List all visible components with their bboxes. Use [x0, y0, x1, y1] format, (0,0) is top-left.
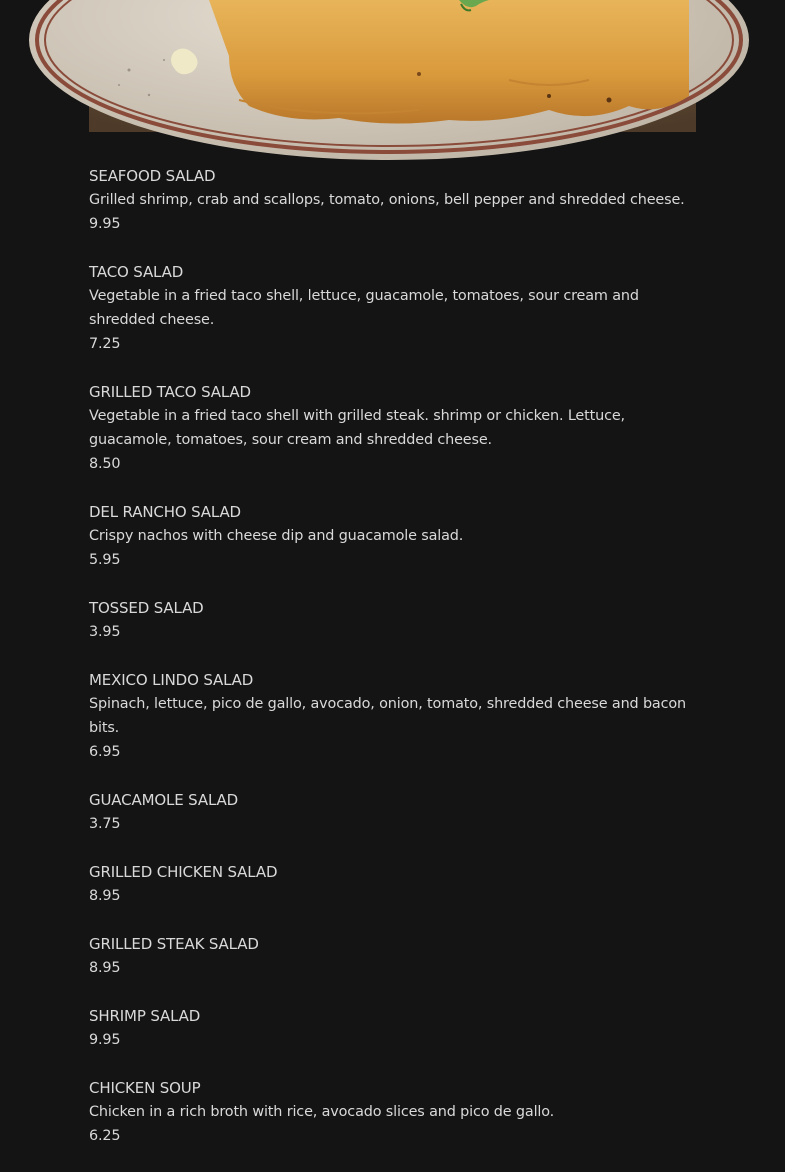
- menu-item-price: 8.50: [89, 456, 121, 472]
- menu-item: [89, 164, 696, 236]
- menu-item-price: 6.25: [89, 1128, 121, 1144]
- menu-item-name: SHRIMP SALAD: [89, 1007, 201, 1025]
- menu-item-description: Vegetable in a fried taco shell with grilled steak. shrimp or chicken. Lettuce, guacamole, tomatoes, sour cream and shredded cheese.: [89, 408, 625, 448]
- menu-item-description: Crispy nachos with cheese dip and guacamole salad.: [89, 528, 464, 544]
- menu-item-price: 7.25: [89, 336, 121, 352]
- menu-item-description: Grilled shrimp, crab and scallops, tomato, onions, bell pepper and shredded cheese.: [89, 192, 685, 208]
- menu-item-price: 3.75: [89, 816, 121, 832]
- menu-item-description: Spinach, lettuce, pico de gallo, avocado, onion, tomato, shredded cheese and bacon bits.: [89, 696, 686, 736]
- menu-item: [89, 1076, 696, 1148]
- menu-item-price: 8.95: [89, 960, 121, 976]
- menu-item-price: 6.95: [89, 744, 121, 760]
- menu-item-name: TACO SALAD: [89, 263, 184, 281]
- food-photo-icon: [89, 0, 696, 132]
- menu-item-name: GRILLED STEAK SALAD: [89, 935, 259, 953]
- menu-item-name: DEL RANCHO SALAD: [89, 503, 241, 521]
- menu-item-name: CHICKEN SOUP: [89, 1079, 201, 1097]
- menu-item: [89, 596, 696, 644]
- menu-item: [89, 500, 696, 572]
- menu-item-name: MEXICO LINDO SALAD: [89, 671, 254, 689]
- menu-item-name: GRILLED TACO SALAD: [89, 383, 251, 401]
- menu-item-name: TOSSED SALAD: [89, 599, 204, 617]
- menu-item: [89, 932, 696, 980]
- menu-item-description: Chicken in a rich broth with rice, avocado slices and pico de gallo.: [89, 1104, 555, 1120]
- menu-item: [89, 668, 696, 764]
- menu-item-name: GUACAMOLE SALAD: [89, 791, 239, 809]
- menu-item-price: 9.95: [89, 216, 121, 232]
- menu-item-price: 9.95: [89, 1032, 121, 1048]
- menu-item-name: SEAFOOD SALAD: [89, 167, 216, 185]
- menu-item: [89, 260, 696, 356]
- menu-item: [89, 380, 696, 476]
- menu-item-price: 8.95: [89, 888, 121, 904]
- menu-item-price: 3.95: [89, 624, 121, 640]
- menu-item: [89, 860, 696, 908]
- menu-list: [89, 164, 696, 1172]
- menu-item-name: GRILLED CHICKEN SALAD: [89, 863, 278, 881]
- menu-item-price: 5.95: [89, 552, 121, 568]
- menu-item: [89, 1004, 696, 1052]
- menu-item: [89, 788, 696, 836]
- taco-shell-photo: [89, 0, 696, 132]
- menu-item-description: Vegetable in a fried taco shell, lettuce, guacamole, tomatoes, sour cream and shredded cheese.: [89, 288, 639, 328]
